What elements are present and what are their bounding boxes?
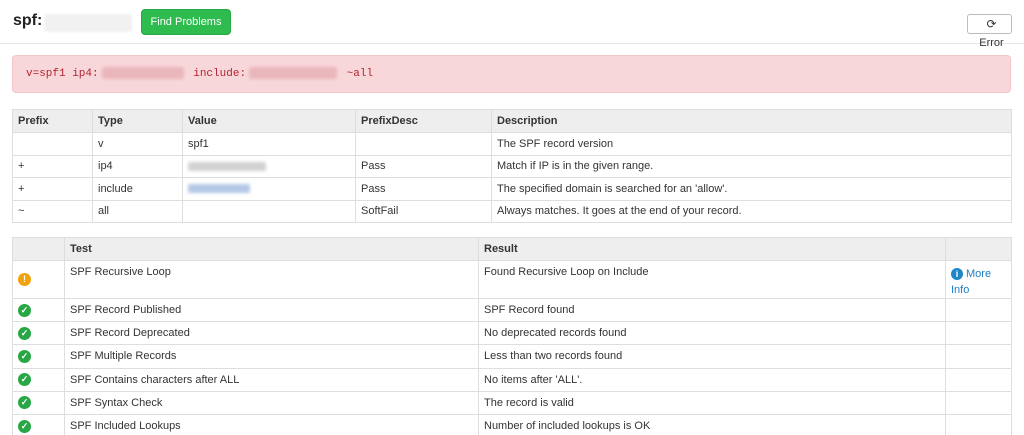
col-type: Type bbox=[93, 110, 183, 133]
table-row bbox=[13, 133, 1012, 156]
spf-record-alert bbox=[12, 55, 1011, 93]
cell-more bbox=[946, 391, 1012, 414]
cell-description: Always matches. It goes at the end of your record. bbox=[492, 200, 1012, 223]
col-value: Value bbox=[183, 110, 356, 133]
cell-result: Less than two records found bbox=[479, 345, 946, 368]
error-button[interactable] bbox=[967, 14, 1012, 49]
table-row bbox=[13, 299, 1012, 322]
col-result: Result bbox=[479, 238, 946, 261]
col-test: Test bbox=[65, 238, 479, 261]
cell-prefix: + bbox=[13, 155, 93, 178]
check-icon: ✓ bbox=[18, 420, 31, 433]
cell-status bbox=[13, 345, 65, 368]
exclamation-icon: ! bbox=[18, 273, 31, 286]
cell-more bbox=[946, 261, 1012, 299]
table-header-row bbox=[13, 110, 1012, 133]
domain-redacted bbox=[44, 14, 132, 32]
table-row bbox=[13, 155, 1012, 178]
cell-prefix bbox=[13, 133, 93, 156]
cell-test: SPF Syntax Check bbox=[65, 391, 479, 414]
ip-redacted bbox=[188, 162, 266, 171]
cell-description: The specified domain is searched for an 'allow'. bbox=[492, 178, 1012, 201]
record-include: include: bbox=[193, 68, 247, 80]
table-row bbox=[13, 414, 1012, 435]
cell-prefix: ~ bbox=[13, 200, 93, 223]
cell-result: No deprecated records found bbox=[479, 322, 946, 345]
cell-result: SPF Record found bbox=[479, 299, 946, 322]
check-icon: ✓ bbox=[18, 350, 31, 363]
cell-more bbox=[946, 299, 1012, 322]
cell-test: SPF Multiple Records bbox=[65, 345, 479, 368]
col-status bbox=[13, 238, 65, 261]
table-row bbox=[13, 178, 1012, 201]
cell-more bbox=[946, 345, 1012, 368]
col-prefixdesc: PrefixDesc bbox=[356, 110, 492, 133]
col-more bbox=[946, 238, 1012, 261]
cell-prefixdesc: Pass bbox=[356, 155, 492, 178]
domain-redacted bbox=[249, 67, 337, 79]
more-info-label: More Info bbox=[951, 268, 992, 296]
cell-status bbox=[13, 261, 65, 299]
check-icon: ✓ bbox=[18, 373, 31, 386]
page-title: spf: bbox=[13, 12, 43, 29]
cell-status bbox=[13, 391, 65, 414]
cell-test: SPF Record Published bbox=[65, 299, 479, 322]
more-info-link[interactable] bbox=[951, 266, 1006, 298]
cell-type: include bbox=[93, 178, 183, 201]
tests-table bbox=[12, 237, 1012, 435]
cell-more bbox=[946, 414, 1012, 435]
include-domain-link[interactable] bbox=[188, 184, 250, 193]
cell-prefix: + bbox=[13, 178, 93, 201]
cell-type: v bbox=[93, 133, 183, 156]
cell-description: The SPF record version bbox=[492, 133, 1012, 156]
cell-more bbox=[946, 368, 1012, 391]
cell-result: No items after 'ALL'. bbox=[479, 368, 946, 391]
cell-value: spf1 bbox=[183, 133, 356, 156]
cell-type: ip4 bbox=[93, 155, 183, 178]
cell-value bbox=[183, 200, 356, 223]
error-button-label: Error bbox=[979, 37, 1004, 49]
cell-result: Number of included lookups is OK bbox=[479, 414, 946, 435]
table-row bbox=[13, 391, 1012, 414]
cell-test: SPF Recursive Loop bbox=[65, 261, 479, 299]
cell-status bbox=[13, 322, 65, 345]
col-prefix: Prefix bbox=[13, 110, 93, 133]
mechanisms-table bbox=[12, 109, 1012, 223]
cell-more bbox=[946, 322, 1012, 345]
table-row bbox=[13, 345, 1012, 368]
cell-prefixdesc: SoftFail bbox=[356, 200, 492, 223]
cell-value bbox=[183, 178, 356, 201]
refresh-icon: ⟳ bbox=[986, 17, 997, 31]
cell-status bbox=[13, 414, 65, 435]
table-header-row bbox=[13, 238, 1012, 261]
table-row bbox=[13, 261, 1012, 299]
find-problems-button[interactable]: Find Problems bbox=[141, 9, 231, 35]
cell-test: SPF Included Lookups bbox=[65, 414, 479, 435]
cell-value bbox=[183, 155, 356, 178]
cell-prefixdesc: Pass bbox=[356, 178, 492, 201]
check-icon: ✓ bbox=[18, 327, 31, 340]
cell-status bbox=[13, 368, 65, 391]
table-row bbox=[13, 322, 1012, 345]
record-suffix: ~all bbox=[346, 68, 374, 80]
page-header bbox=[0, 0, 1024, 49]
table-row bbox=[13, 368, 1012, 391]
cell-type: all bbox=[93, 200, 183, 223]
cell-test: SPF Contains characters after ALL bbox=[65, 368, 479, 391]
cell-test: SPF Record Deprecated bbox=[65, 322, 479, 345]
cell-description: Match if IP is in the given range. bbox=[492, 155, 1012, 178]
cell-result: The record is valid bbox=[479, 391, 946, 414]
check-icon: ✓ bbox=[18, 304, 31, 317]
col-description: Description bbox=[492, 110, 1012, 133]
cell-prefixdesc bbox=[356, 133, 492, 156]
info-icon: i bbox=[951, 268, 963, 280]
table-row bbox=[13, 200, 1012, 223]
check-icon: ✓ bbox=[18, 396, 31, 409]
cell-result: Found Recursive Loop on Include bbox=[479, 261, 946, 299]
ip-redacted bbox=[102, 67, 184, 79]
cell-status bbox=[13, 299, 65, 322]
record-prefix: v=spf1 ip4: bbox=[26, 68, 99, 80]
